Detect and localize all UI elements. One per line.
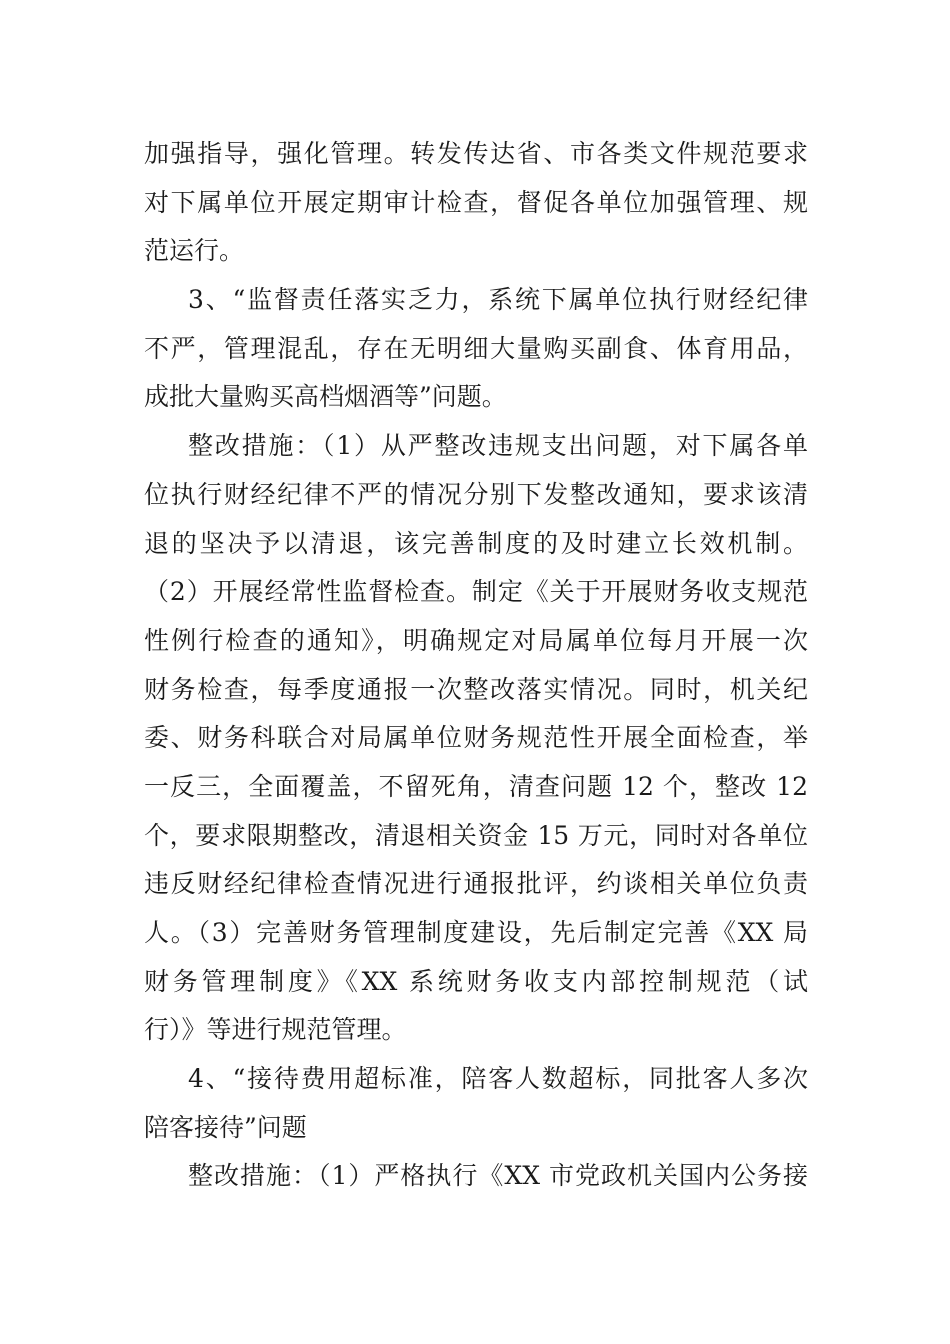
measures-line-9: 个，要求限期整改，清退相关资金 15 万元，同时对各单位	[144, 820, 808, 850]
item-4-heading-line-1: 4、“接待费用超标准，陪客人数超标，同批客人多次	[188, 1064, 808, 1094]
measures-4-line-1: 整改措施：（1）严格执行《XX 市党政机关国内公务接	[188, 1161, 808, 1191]
measures-line-13: 行）》等进行规范管理。	[144, 1015, 407, 1045]
document-body	[144, 130, 808, 1201]
measures-line-12: 财务管理制度》《XX 系统财务收支内部控制规范（试	[144, 966, 808, 996]
text-line-1: 加强指导，强化管理。转发传达省、市各类文件规范要求	[144, 139, 808, 168]
item-3-heading-line-2: 不严，管理混乱，存在无明细大量购买副食、体育用品，	[144, 333, 808, 363]
measures-line-1: 整改措施：（1）从严整改违规支出问题，对下属各单	[188, 431, 808, 461]
item-4-heading-line-2: 陪客接待”问题	[144, 1112, 307, 1142]
measures-line-5: 性例行检查的通知》，明确规定对局属单位每月开展一次	[144, 625, 808, 655]
item-3-heading-line-3: 成批大量购买高档烟酒等”问题。	[144, 382, 507, 412]
measures-line-10: 违反财经纪律检查情况进行通报批评，约谈相关单位负责	[144, 869, 808, 899]
measures-line-8: 一反三，全面覆盖，不留死角，清查问题 12 个，整改 12	[144, 771, 808, 801]
text-line-3: 范运行。	[144, 236, 245, 266]
measures-line-6: 财务检查，每季度通报一次整改落实情况。同时，机关纪	[144, 674, 808, 704]
item-3-heading-line-1: 3、“监督责任落实乏力，系统下属单位执行财经纪律	[188, 285, 808, 315]
measures-line-3: 退的坚决予以清退，该完善制度的及时建立长效机制。	[144, 528, 808, 558]
measures-line-4: （2）开展经常性监督检查。制定《关于开展财务收支规范	[144, 577, 808, 607]
measures-line-11: 人。（3）完善财务管理制度建设，先后制定完善《XX 局	[144, 918, 808, 947]
measures-line-2: 位执行财经纪律不严的情况分别下发整改通知，要求该清	[144, 479, 808, 509]
measures-line-7: 委、财务科联合对局属单位财务规范性开展全面检查，举	[144, 723, 808, 753]
text-line-2: 对下属单位开展定期审计检查，督促各单位加强管理、规	[144, 187, 808, 217]
